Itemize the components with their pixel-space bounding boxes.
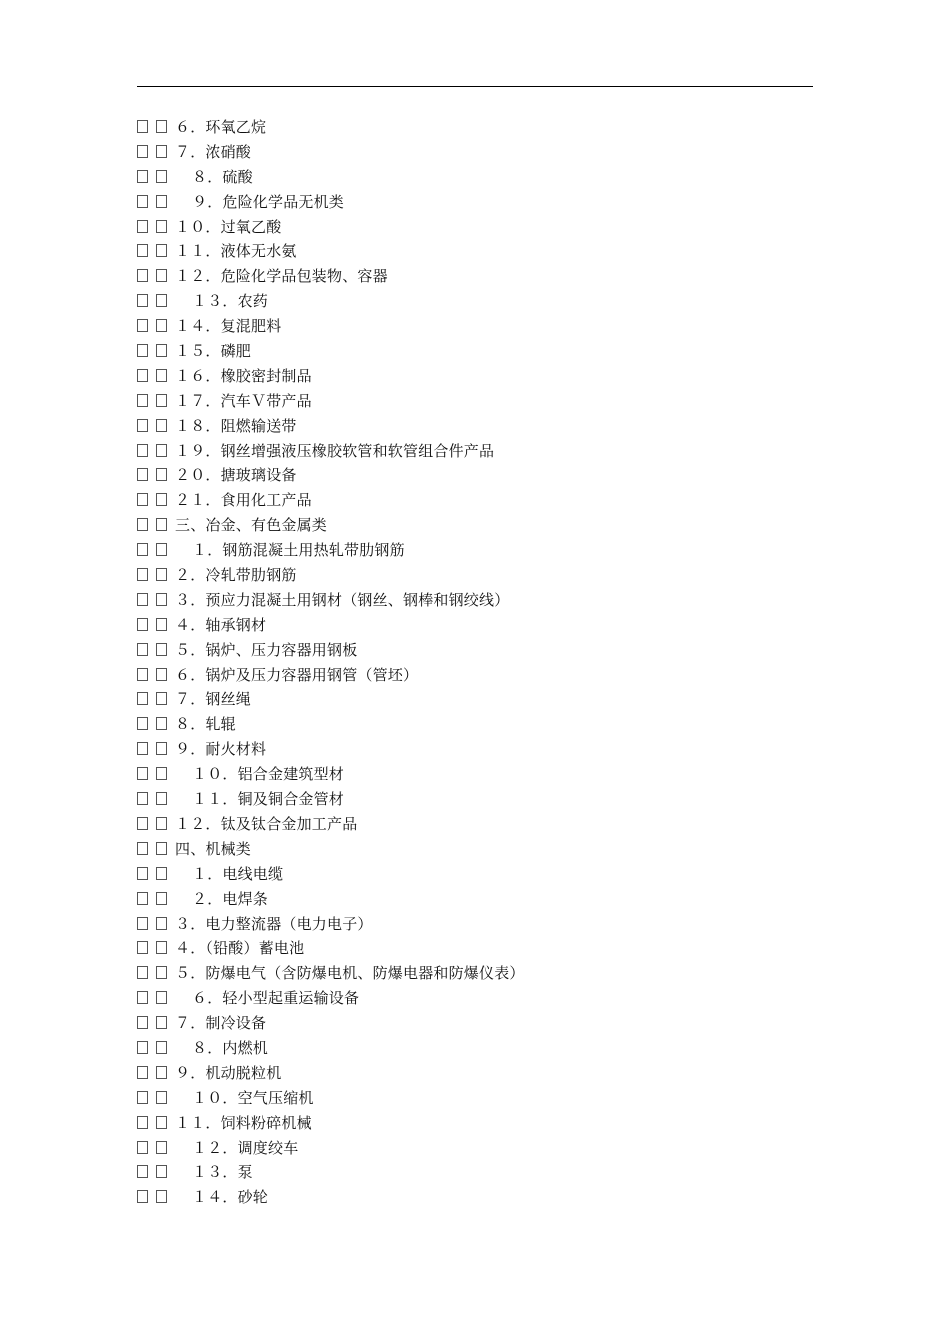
missing-glyph-icon	[156, 867, 167, 880]
list-item-text: １０．过氧乙酸	[175, 217, 282, 236]
missing-glyph-icon	[137, 543, 148, 556]
missing-glyph-icon	[137, 618, 148, 631]
list-item-text: ７．钢丝绳	[175, 690, 252, 709]
list-item	[137, 912, 837, 937]
list-item	[137, 314, 837, 339]
list-item-text: ２１．食用化工产品	[175, 491, 312, 510]
missing-glyph-icon	[137, 319, 148, 332]
missing-glyph-icon	[137, 842, 148, 855]
list-item	[137, 513, 837, 538]
missing-glyph-icon	[137, 394, 148, 407]
list-item-text: １０．空气压缩机	[192, 1088, 314, 1107]
missing-glyph-icon	[137, 867, 148, 880]
list-item-text: ７．制冷设备	[175, 1014, 267, 1033]
list-item	[137, 389, 837, 414]
missing-glyph-icon	[156, 444, 167, 457]
missing-glyph-icon	[137, 817, 148, 830]
missing-glyph-icon	[137, 1165, 148, 1178]
missing-glyph-icon	[156, 493, 167, 506]
missing-glyph-icon	[137, 493, 148, 506]
missing-glyph-icon	[137, 892, 148, 905]
list-item	[137, 1086, 837, 1111]
list-item	[137, 239, 837, 264]
missing-glyph-icon	[156, 394, 167, 407]
missing-glyph-icon	[156, 817, 167, 830]
missing-glyph-icon	[137, 692, 148, 705]
missing-glyph-icon	[156, 170, 167, 183]
missing-glyph-icon	[137, 1141, 148, 1154]
list-item	[137, 1011, 837, 1036]
missing-glyph-icon	[137, 145, 148, 158]
missing-glyph-icon	[137, 468, 148, 481]
list-item	[137, 364, 837, 389]
list-item-text: ３．预应力混凝土用钢材（钢丝、钢棒和钢绞线）	[175, 590, 510, 609]
list-item	[137, 1036, 837, 1061]
list-item	[137, 961, 837, 986]
list-item	[137, 787, 837, 812]
missing-glyph-icon	[137, 668, 148, 681]
list-item-text: ９．耐火材料	[175, 740, 267, 759]
missing-glyph-icon	[156, 518, 167, 531]
missing-glyph-icon	[156, 244, 167, 257]
list-item-text: ７．浓硝酸	[175, 142, 252, 161]
missing-glyph-icon	[137, 294, 148, 307]
missing-glyph-icon	[137, 1190, 148, 1203]
missing-glyph-icon	[156, 120, 167, 133]
list-item-text: 四、机械类	[175, 839, 252, 858]
missing-glyph-icon	[137, 792, 148, 805]
list-item	[137, 588, 837, 613]
list-item	[137, 463, 837, 488]
list-item	[137, 190, 837, 215]
list-item-text: ２．电焊条	[192, 889, 269, 908]
list-item-text: ９．危险化学品无机类	[192, 192, 345, 211]
list-item	[137, 1160, 837, 1185]
list-item-text: １１．饲料粉碎机械	[175, 1113, 312, 1132]
missing-glyph-icon	[137, 444, 148, 457]
missing-glyph-icon	[137, 1016, 148, 1029]
list-item-text: １６．橡胶密封制品	[175, 366, 312, 385]
item-list	[137, 115, 837, 1210]
list-item-text: １．电线电缆	[192, 864, 284, 883]
list-item	[137, 115, 837, 140]
missing-glyph-icon	[156, 892, 167, 905]
list-item	[137, 140, 837, 165]
list-item-text: ５．锅炉、压力容器用钢板	[175, 640, 358, 659]
missing-glyph-icon	[156, 1141, 167, 1154]
missing-glyph-icon	[137, 568, 148, 581]
list-item	[137, 812, 837, 837]
list-item-text: １８．阻燃输送带	[175, 416, 297, 435]
list-item-text: １７．汽车Ｖ带产品	[175, 391, 312, 410]
missing-glyph-icon	[156, 269, 167, 282]
missing-glyph-icon	[137, 244, 148, 257]
list-item	[137, 712, 837, 737]
missing-glyph-icon	[137, 419, 148, 432]
missing-glyph-icon	[156, 1066, 167, 1079]
missing-glyph-icon	[156, 842, 167, 855]
missing-glyph-icon	[156, 294, 167, 307]
missing-glyph-icon	[156, 344, 167, 357]
list-item	[137, 737, 837, 762]
list-item-text: ２．冷轧带肋钢筋	[175, 566, 297, 585]
missing-glyph-icon	[156, 568, 167, 581]
missing-glyph-icon	[137, 220, 148, 233]
list-item	[137, 936, 837, 961]
missing-glyph-icon	[156, 917, 167, 930]
missing-glyph-icon	[156, 991, 167, 1004]
missing-glyph-icon	[137, 195, 148, 208]
missing-glyph-icon	[137, 966, 148, 979]
missing-glyph-icon	[137, 518, 148, 531]
list-item-text: ８．轧辊	[175, 715, 236, 734]
missing-glyph-icon	[156, 543, 167, 556]
list-item	[137, 1111, 837, 1136]
missing-glyph-icon	[156, 668, 167, 681]
list-item	[137, 837, 837, 862]
missing-glyph-icon	[156, 1091, 167, 1104]
missing-glyph-icon	[137, 120, 148, 133]
list-item	[137, 862, 837, 887]
missing-glyph-icon	[156, 1165, 167, 1178]
list-item	[137, 488, 837, 513]
missing-glyph-icon	[156, 195, 167, 208]
missing-glyph-icon	[156, 1190, 167, 1203]
missing-glyph-icon	[156, 319, 167, 332]
list-item	[137, 887, 837, 912]
missing-glyph-icon	[137, 643, 148, 656]
list-item	[137, 215, 837, 240]
missing-glyph-icon	[137, 593, 148, 606]
list-item-text: １１．液体无水氨	[175, 242, 297, 261]
missing-glyph-icon	[137, 1066, 148, 1079]
missing-glyph-icon	[137, 1091, 148, 1104]
missing-glyph-icon	[137, 344, 148, 357]
missing-glyph-icon	[156, 742, 167, 755]
missing-glyph-icon	[137, 767, 148, 780]
list-item	[137, 986, 837, 1011]
list-item-text: １３．泵	[192, 1163, 253, 1182]
missing-glyph-icon	[156, 792, 167, 805]
missing-glyph-icon	[156, 1041, 167, 1054]
missing-glyph-icon	[137, 369, 148, 382]
missing-glyph-icon	[156, 419, 167, 432]
missing-glyph-icon	[137, 170, 148, 183]
list-item-text: ２０．搪玻璃设备	[175, 466, 297, 485]
header-rule	[137, 86, 813, 87]
list-item	[137, 1185, 837, 1210]
list-item	[137, 687, 837, 712]
missing-glyph-icon	[137, 269, 148, 282]
list-item-text: 三、冶金、有色金属类	[175, 516, 328, 535]
list-item	[137, 663, 837, 688]
list-item-text: １５．磷肥	[175, 342, 252, 361]
list-item	[137, 414, 837, 439]
list-item	[137, 165, 837, 190]
missing-glyph-icon	[137, 742, 148, 755]
missing-glyph-icon	[137, 1116, 148, 1129]
missing-glyph-icon	[156, 618, 167, 631]
missing-glyph-icon	[156, 941, 167, 954]
list-item	[137, 1061, 837, 1086]
list-item-text: １２．危险化学品包装物、容器	[175, 267, 388, 286]
list-item-text: ８．内燃机	[192, 1038, 269, 1057]
list-item-text: ３．电力整流器（电力电子）	[175, 914, 373, 933]
list-item-text: １９．钢丝增强液压橡胶软管和软管组合件产品	[175, 441, 495, 460]
list-item-text: ６．锅炉及压力容器用钢管（管坯）	[175, 665, 419, 684]
list-item-text: １３．农药	[192, 292, 269, 311]
missing-glyph-icon	[156, 692, 167, 705]
list-item-text: ８．硫酸	[192, 167, 253, 186]
list-item	[137, 289, 837, 314]
missing-glyph-icon	[156, 220, 167, 233]
list-item	[137, 538, 837, 563]
missing-glyph-icon	[137, 991, 148, 1004]
missing-glyph-icon	[156, 1016, 167, 1029]
list-item-text: ９．机动脱粒机	[175, 1063, 282, 1082]
missing-glyph-icon	[137, 717, 148, 730]
list-item-text: ４．（铅酸）蓄电池	[175, 939, 305, 958]
missing-glyph-icon	[156, 717, 167, 730]
missing-glyph-icon	[156, 643, 167, 656]
missing-glyph-icon	[137, 917, 148, 930]
missing-glyph-icon	[156, 767, 167, 780]
list-item-text: １０．铝合金建筑型材	[192, 765, 345, 784]
missing-glyph-icon	[137, 941, 148, 954]
list-item-text: １４．砂轮	[192, 1188, 269, 1207]
list-item	[137, 613, 837, 638]
list-item-text: １．钢筋混凝土用热轧带肋钢筋	[192, 541, 405, 560]
list-item-text: ４．轴承钢材	[175, 615, 267, 634]
missing-glyph-icon	[156, 145, 167, 158]
missing-glyph-icon	[156, 468, 167, 481]
list-item-text: １２．调度绞车	[192, 1138, 299, 1157]
missing-glyph-icon	[137, 1041, 148, 1054]
list-item	[137, 439, 837, 464]
list-item-text: １４．复混肥料	[175, 317, 282, 336]
list-item-text: １２．钛及钛合金加工产品	[175, 814, 358, 833]
missing-glyph-icon	[156, 369, 167, 382]
missing-glyph-icon	[156, 1116, 167, 1129]
list-item	[137, 1136, 837, 1161]
list-item-text: ６．环氧乙烷	[175, 118, 267, 136]
list-item	[137, 762, 837, 787]
list-item-text: ５．防爆电气（含防爆电机、防爆电器和防爆仪表）	[175, 964, 525, 983]
list-item	[137, 638, 837, 663]
list-item	[137, 264, 837, 289]
missing-glyph-icon	[156, 593, 167, 606]
list-item-text: ６．轻小型起重运输设备	[192, 989, 360, 1008]
list-item	[137, 563, 837, 588]
list-item-text: １１．铜及铜合金管材	[192, 790, 345, 809]
list-item	[137, 339, 837, 364]
missing-glyph-icon	[156, 966, 167, 979]
